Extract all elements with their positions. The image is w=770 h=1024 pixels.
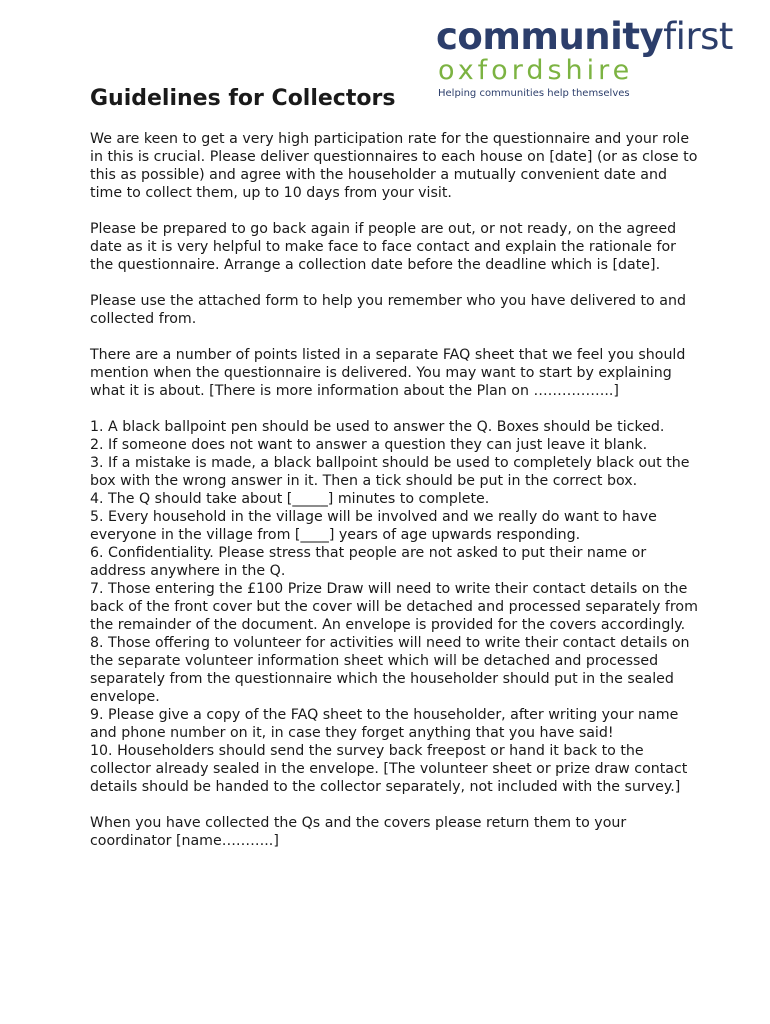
point-item: 2. If someone does not want to answer a question they can just leave it blank. (90, 437, 648, 453)
community-first-logo (436, 16, 736, 101)
logo-word-first: first (663, 15, 733, 58)
page-title: Guidelines for Collectors (90, 86, 396, 111)
logo-wordmark (436, 16, 736, 58)
point-item: 8. Those offering to volunteer for activities will need to write their contact details on the separate volunteer information sheet which will be detached and processed separately from the questionnaire which the householder should put in the sealed envelope. (90, 635, 690, 705)
point-item: 3. If a mistake is made, a black ballpoint should be used to completely black out the box with the wrong answer in it. Then a tick should be put in the correct box. (90, 455, 690, 489)
point-item: 7. Those entering the £100 Prize Draw will need to write their contact details on the back of the front cover but the cover will be detached and processed separately from the remainder of the document. An envelope is provided for the covers accordingly. (90, 581, 698, 633)
intro-paragraph: Please use the attached form to help you remember who you have delivered to and collected from. (90, 293, 686, 327)
point-item: 1. A black ballpoint pen should be used to answer the Q. Boxes should be ticked. (90, 419, 665, 435)
intro-paragraph: We are keen to get a very high participation rate for the questionnaire and your role in this is crucial. Please deliver questionnaires to each house on [date] (or as close to this as possible) and agree with the householder a mutually convenient date and time to collect them, up to 10 days from your visit. (90, 131, 698, 201)
point-item: 4. The Q should take about [_____] minutes to complete. (90, 491, 490, 507)
point-item: 10. Householders should send the survey back freepost or hand it back to the collector already sealed in the envelope. [The volunteer sheet or prize draw contact details should be handed to the collector separately, not included with the survey.] (90, 743, 688, 795)
point-item: 5. Every household in the village will be involved and we really do want to have everyone in the village from [____] years of age upwards responding. (90, 509, 657, 543)
intro-paragraph: Please be prepared to go back again if people are out, or not ready, on the agreed date as it is very helpful to make face to face contact and explain the rationale for the questionnaire. Arrange a collection date before the deadline which is [date]. (90, 221, 677, 273)
document-body (90, 130, 700, 868)
point-item: 9. Please give a copy of the FAQ sheet to the householder, after writing your name and phone number on it, in case they forget anything that you have said! (90, 707, 679, 741)
point-item: 6. Confidentiality. Please stress that people are not asked to put their name or address anywhere in the Q. (90, 545, 647, 579)
logo-region: oxfordshire (438, 55, 634, 86)
logo-word-community: community (436, 15, 664, 58)
points-list (90, 418, 700, 796)
intro-paragraph: There are a number of points listed in a separate FAQ sheet that we feel you should mention when the questionnaire is delivered. You may want to start by explaining what it is about. [There is more information about the Plan on ……………..] (90, 347, 686, 399)
logo-tagline: Helping communities help themselves (438, 88, 630, 99)
closing-paragraph: When you have collected the Qs and the covers please return them to your coordinator [name………..] (90, 815, 627, 849)
